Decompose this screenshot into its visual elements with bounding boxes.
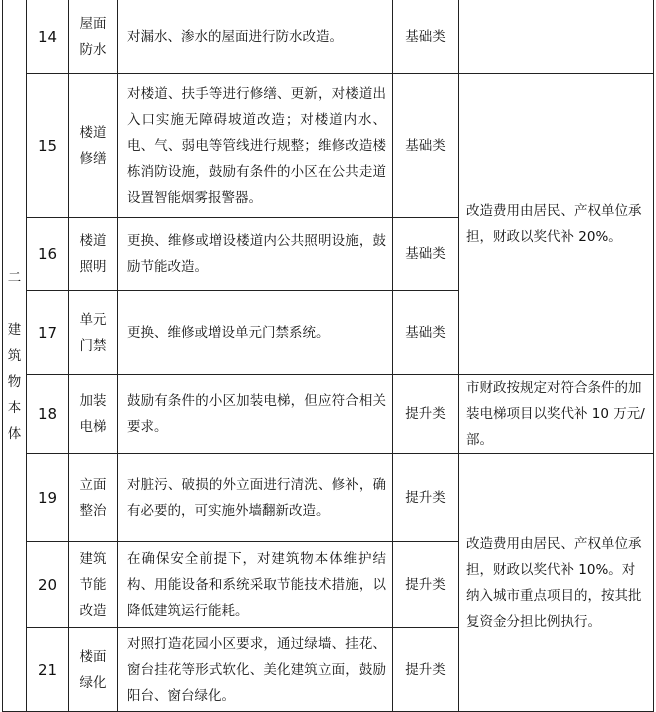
row-number: 16 [27, 218, 69, 291]
funding-note: 改造费用由居民、产权单位承担，财政以奖代补 10%。对纳入城市重点项目的，按其批复资金分担比例执行。 [459, 454, 654, 712]
item-description: 更换、维修或增设单元门禁系统。 [118, 291, 393, 375]
row-number: 14 [27, 0, 69, 74]
item-description: 鼓励有条件的小区加装电梯，但应符合相关要求。 [118, 375, 393, 454]
row-number: 20 [27, 542, 69, 628]
row-number: 18 [27, 375, 69, 454]
item-description: 对漏水、渗水的屋面进行防水改造。 [118, 0, 393, 74]
item-description: 在确保安全前提下，对建筑物本体维护结构、用能设备和系统采取节能技术措施，以降低建筑运行能耗。 [118, 542, 393, 628]
item-type: 基础类 [393, 0, 459, 74]
item-type: 基础类 [393, 291, 459, 375]
funding-note: 市财政按规定对符合条件的加装电梯项目以奖代补 10 万元/部。 [459, 375, 654, 454]
item-type: 基础类 [393, 74, 459, 218]
item-description: 对楼道、扶手等进行修缮、更新，对楼道出入口实施无障碍坡道改造；对楼道内水、电、气、弱电等管线进行规整；维修改造楼栋消防设施，鼓励有条件的小区在公共走道设置智能烟雾报警器。 [118, 74, 393, 218]
item-description: 对脏污、破损的外立面进行清洗、修补，确有必要的，可实施外墙翻新改造。 [118, 454, 393, 542]
row-number: 17 [27, 291, 69, 375]
table-row [3, 0, 654, 74]
row-number: 15 [27, 74, 69, 218]
renovation-table [2, 0, 654, 712]
category-cell [3, 0, 27, 712]
item-type: 提升类 [393, 542, 459, 628]
item-name: 楼道修缮 [69, 74, 118, 218]
funding-note: 改造费用由居民、产权单位承担，财政以奖代补 20%。 [459, 74, 654, 375]
item-type: 基础类 [393, 218, 459, 291]
note-blank [459, 0, 654, 74]
category-number: 二 [7, 269, 22, 286]
table-row [3, 375, 654, 454]
item-description: 对照打造花园小区要求，通过绿墙、挂花、窗台挂花等形式软化、美化建筑立面，鼓励阳台、窗台绿化。 [118, 628, 393, 712]
item-name: 楼面绿化 [69, 628, 118, 712]
item-name: 屋面防水 [69, 0, 118, 74]
item-name: 建筑节能改造 [69, 542, 118, 628]
item-type: 提升类 [393, 628, 459, 712]
item-description: 更换、维修或增设楼道内公共照明设施，鼓励节能改造。 [118, 218, 393, 291]
row-number: 19 [27, 454, 69, 542]
category-name: 建筑物本体 [7, 321, 22, 442]
item-name: 加装电梯 [69, 375, 118, 454]
item-type: 提升类 [393, 375, 459, 454]
table-row [3, 74, 654, 218]
item-name: 楼道照明 [69, 218, 118, 291]
item-name: 立面整治 [69, 454, 118, 542]
item-type: 提升类 [393, 454, 459, 542]
row-number: 21 [27, 628, 69, 712]
table-row [3, 454, 654, 542]
item-name: 单元门禁 [69, 291, 118, 375]
